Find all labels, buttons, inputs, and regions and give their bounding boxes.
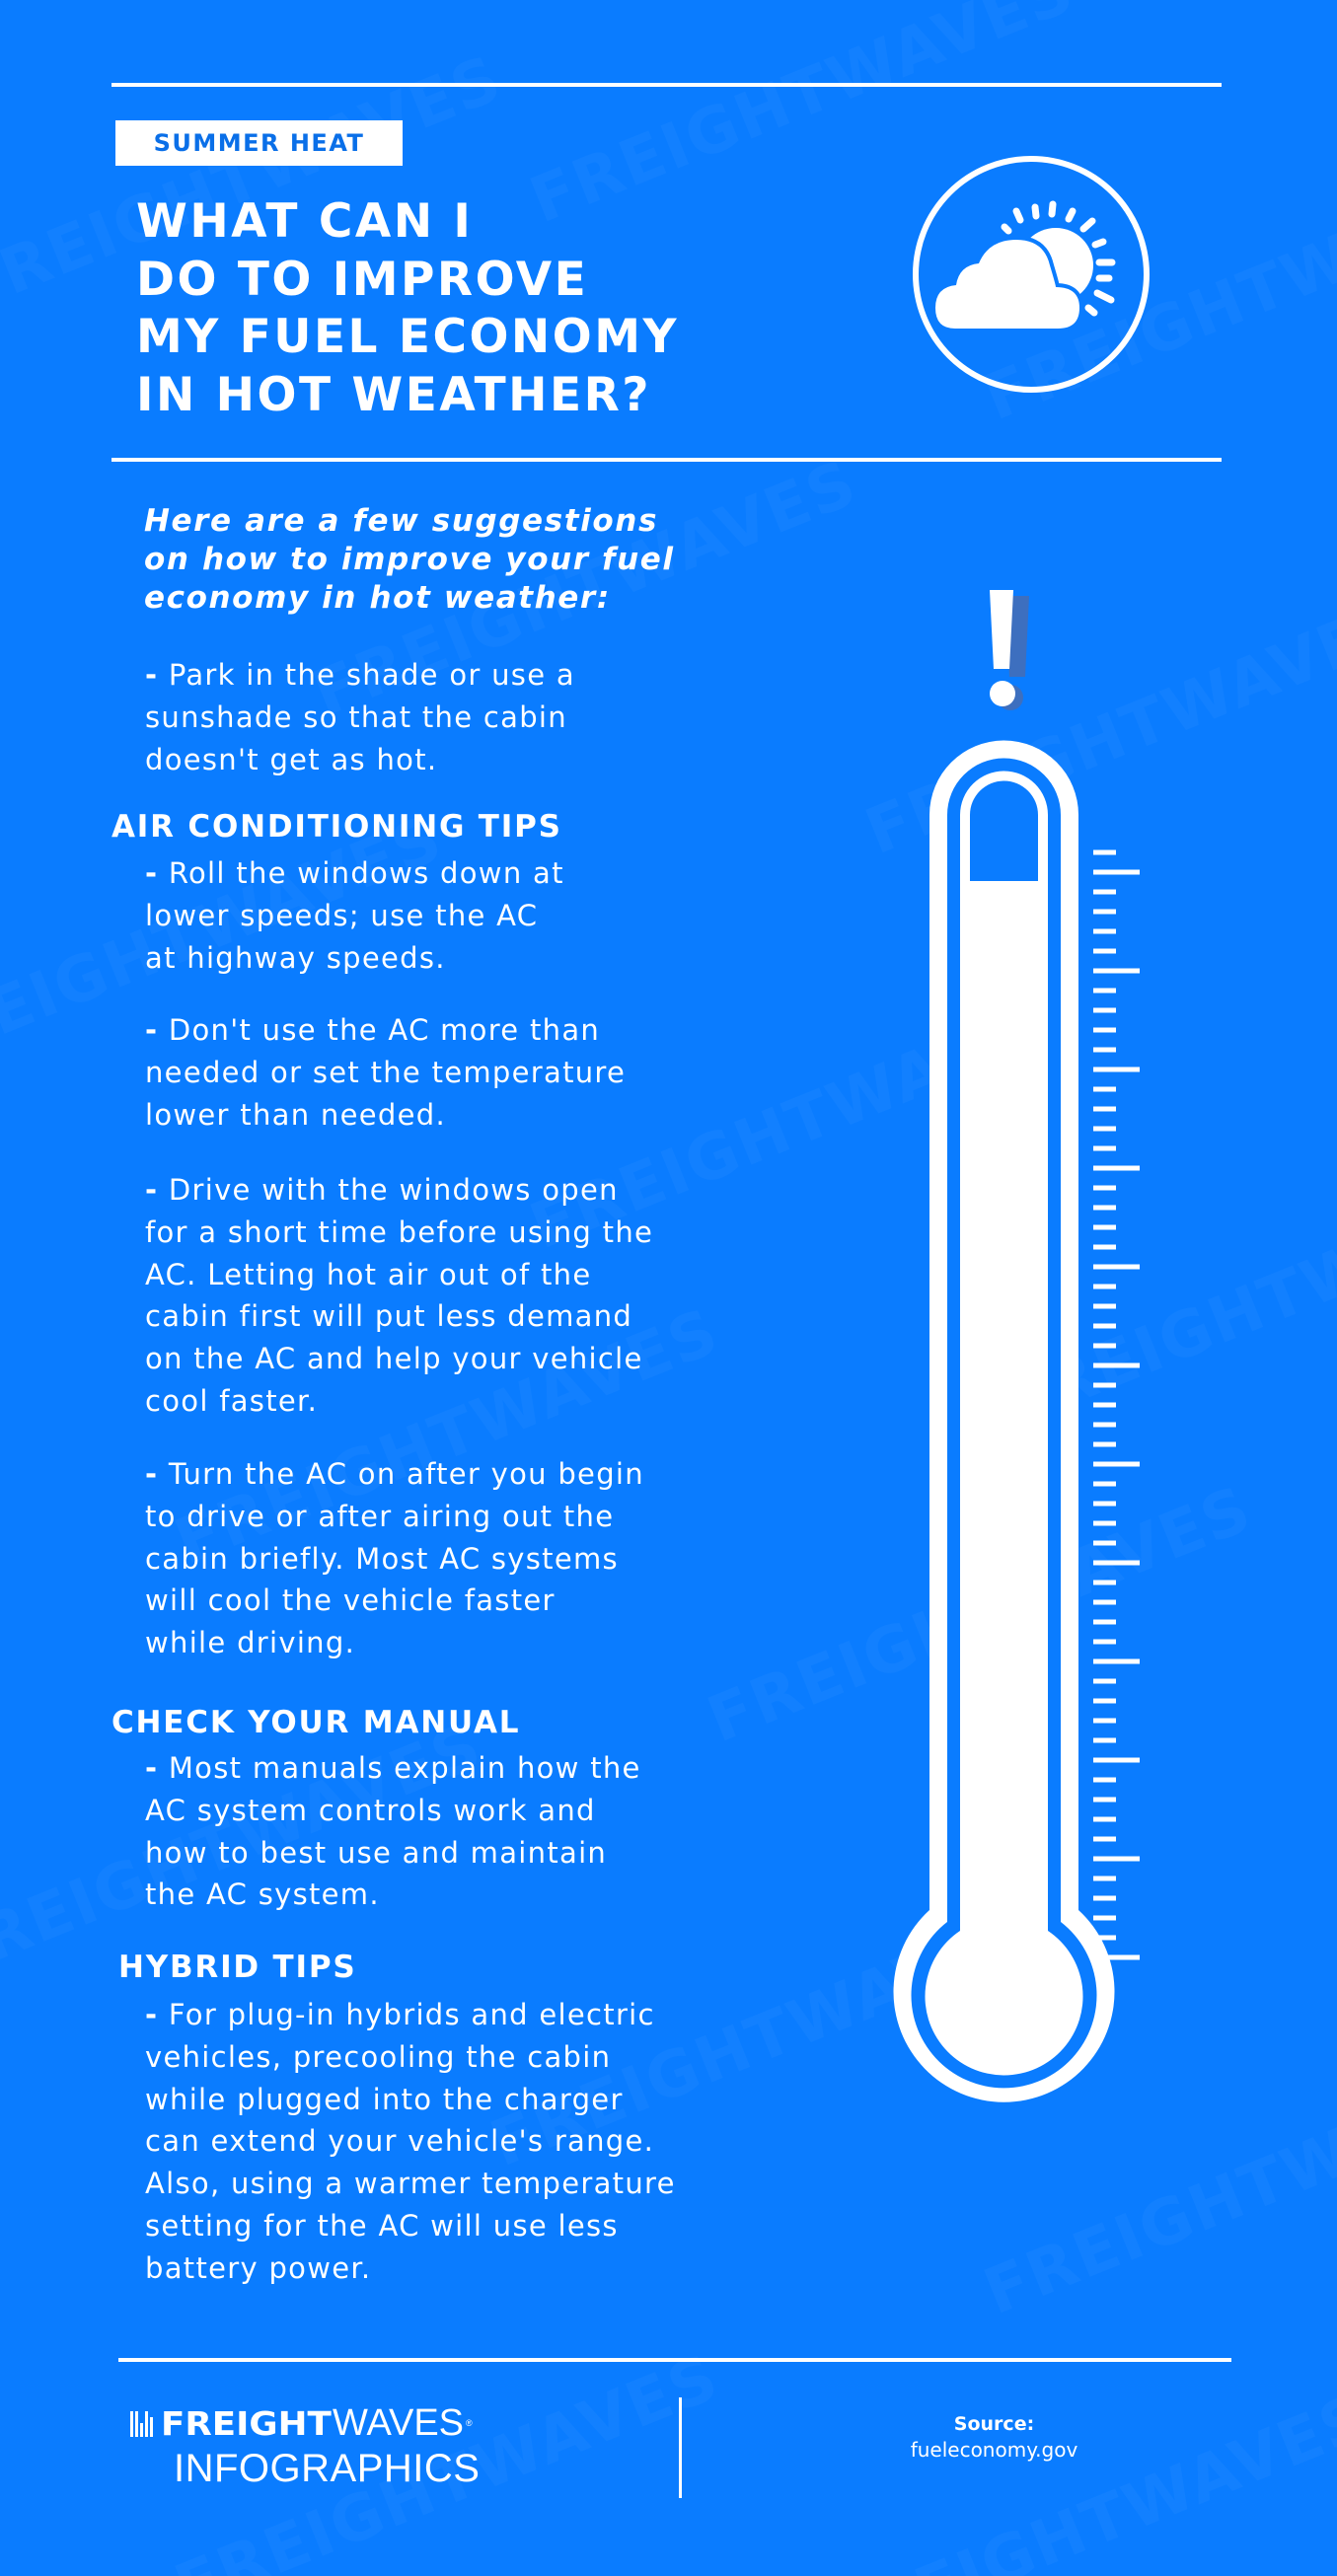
tip-line: Park in the shade or use a	[158, 658, 575, 692]
source-credit	[868, 2411, 1120, 2463]
category-tag-label: SUMMER HEAT	[153, 129, 365, 157]
thermometer-icon	[894, 741, 1115, 2102]
tip-line: For plug-in hybrids and electric	[158, 1998, 655, 2031]
brand-bold: FREIGHT	[161, 2403, 332, 2443]
tip-line: battery power.	[145, 2250, 372, 2285]
tip-line: can extend your vehicle's range.	[145, 2124, 655, 2159]
tip-line: AC. Letting hot air out of the	[145, 1257, 592, 1291]
footer-divider	[118, 2358, 1231, 2362]
tip-line: to drive or after airing out the	[145, 1499, 615, 1533]
bullet-dash: -	[145, 1013, 159, 1047]
tip-line: Don't use the AC more than	[158, 1013, 601, 1047]
thermometer-illustration	[868, 572, 1184, 2180]
tip-line: Also, using a warmer temperature	[145, 2167, 676, 2201]
tip-roll-windows	[145, 852, 564, 979]
exclamation-icon	[990, 590, 1029, 710]
section-heading-check-manual: CHECK YOUR MANUAL	[111, 1705, 521, 1740]
tip-line: Roll the windows down at	[158, 856, 564, 890]
top-divider	[111, 83, 1222, 87]
tip-line: sunshade so that the cabin	[145, 699, 567, 734]
registered-mark: ®	[466, 2418, 473, 2428]
tip-line: cool faster.	[145, 1383, 319, 1418]
bullet-dash: -	[145, 856, 159, 890]
title-line: IN HOT WEATHER?	[136, 367, 652, 422]
tip-line: cabin briefly. Most AC systems	[145, 1541, 619, 1576]
tip-park-in-shade	[145, 654, 575, 780]
section-heading-air-conditioning: AIR CONDITIONING TIPS	[111, 809, 562, 845]
bullet-dash: -	[145, 1751, 159, 1785]
tip-line: Turn the AC on after you begin	[158, 1457, 644, 1491]
title-line: DO TO IMPROVE	[136, 252, 589, 307]
tip-dont-overuse-ac	[145, 1009, 626, 1136]
tip-manuals	[145, 1747, 641, 1916]
tip-line: lower than needed.	[145, 1097, 446, 1132]
intro-line: on how to improve your fuel	[144, 542, 675, 577]
brand-subtitle: INFOGRAPHICS	[174, 2447, 481, 2490]
tip-turn-ac-on-later	[145, 1453, 644, 1664]
intro-line: Here are a few suggestions	[144, 503, 658, 539]
tip-hybrid-precooling	[145, 1994, 676, 2290]
tip-line: vehicles, precooling the cabin	[145, 2039, 612, 2074]
tip-line: the AC system.	[145, 1877, 380, 1912]
cloud-sun-icon	[912, 155, 1151, 394]
tip-line: on the AC and help your vehicle	[145, 1342, 643, 1376]
logo-bars-icon	[130, 2409, 153, 2437]
bullet-dash: -	[145, 1173, 159, 1207]
tip-line: how to best use and maintain	[145, 1835, 608, 1870]
tip-line: setting for the AC will use less	[145, 2208, 619, 2243]
section-heading-hybrid: HYBRID TIPS	[118, 1950, 357, 1985]
bullet-dash: -	[145, 1457, 159, 1491]
tip-line: doesn't get as hot.	[145, 742, 438, 776]
tip-line: will cool the vehicle faster	[145, 1583, 556, 1618]
page-title	[136, 193, 679, 424]
tip-line: at highway speeds.	[145, 940, 446, 975]
brand-light: WAVES	[333, 2401, 465, 2444]
title-line: MY FUEL ECONOMY	[136, 310, 680, 364]
tip-line: for a short time before using the	[145, 1214, 654, 1249]
intro-text	[144, 502, 756, 618]
tip-line: AC system controls work and	[145, 1793, 596, 1827]
header-divider	[111, 458, 1222, 462]
watermark-text	[816, 2381, 1337, 2576]
bullet-dash: -	[145, 658, 159, 692]
tip-line: lower speeds; use the AC	[145, 898, 539, 932]
intro-line: economy in hot weather:	[144, 580, 611, 616]
tip-line: Most manuals explain how the	[158, 1751, 641, 1785]
title-line: WHAT CAN I	[136, 194, 474, 249]
tip-drive-windows-open	[145, 1169, 653, 1423]
tip-line: cabin first will put less demand	[145, 1299, 633, 1334]
thermometer-scale	[1093, 850, 1140, 1960]
category-tag	[115, 120, 403, 166]
freightwaves-logo	[130, 2403, 480, 2490]
source-label: Source:	[953, 2413, 1035, 2435]
tip-line: while plugged into the charger	[145, 2082, 624, 2116]
tip-line: needed or set the temperature	[145, 1055, 627, 1089]
bullet-dash: -	[145, 1998, 159, 2031]
footer-vertical-divider	[679, 2397, 682, 2498]
tip-line: Drive with the windows open	[158, 1173, 619, 1207]
source-value: fueleconomy.gov	[910, 2438, 1078, 2462]
tip-line: while driving.	[145, 1626, 356, 1660]
